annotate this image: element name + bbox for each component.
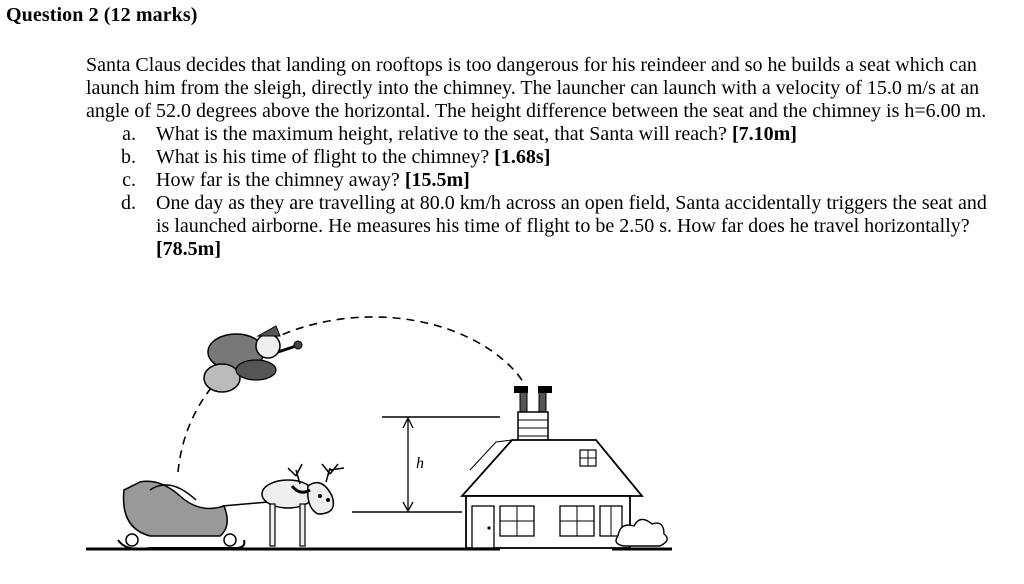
part-question: What is the maximum height, relative to the seat, that Santa will reach? [156,123,727,145]
question-parts [86,123,1001,261]
part-text [156,123,1001,146]
question-part-a [86,123,1001,146]
part-answer: [15.5m] [404,169,470,191]
part-letter: c. [122,169,136,191]
question-part-d [86,192,1001,261]
part-text [156,169,1001,192]
santa-flying-icon [204,326,302,392]
question-heading: Question 2 (12 marks) [6,4,198,26]
part-question: One day as they are travelling at 80.0 km/h across an open field, Santa accidentally triggers the seat and is launched airborne. He measures his time of flight to be 2.50 s. How far does he travel horizontally? [156,192,987,237]
part-text [156,192,1001,261]
part-letter: a. [122,123,136,145]
part-answer: [78.5m] [156,238,221,260]
part-letter: b. [121,146,136,168]
part-text [156,146,1001,169]
question-part-c [86,169,1001,192]
part-answer: [1.68s] [494,146,551,168]
question-part-b [86,146,1001,169]
part-answer: [7.10m] [731,123,797,145]
harness-line [222,502,268,506]
santa-legs-icon [514,386,552,412]
part-question: How far is the chimney away? [156,169,400,191]
santa-launch-figure [0,300,1024,584]
part-question: What is his time of flight to the chimney? [156,146,490,168]
sleigh-icon [118,481,244,549]
height-label: h [416,455,424,472]
reindeer-icon [262,464,344,546]
house-icon [462,412,642,548]
part-letter: d. [121,192,136,214]
question-body [86,54,1001,261]
question-intro: Santa Claus decides that landing on rooftops is too dangerous for his reindeer and so he builds a seat which can launch him from the sleigh, directly into the chimney. The launcher can launch with a velocity of 15.0 m/s at an angle of 52.0 degrees above the horizontal. The height difference between the seat and the chimney is h=6.00 m. [86,54,987,122]
